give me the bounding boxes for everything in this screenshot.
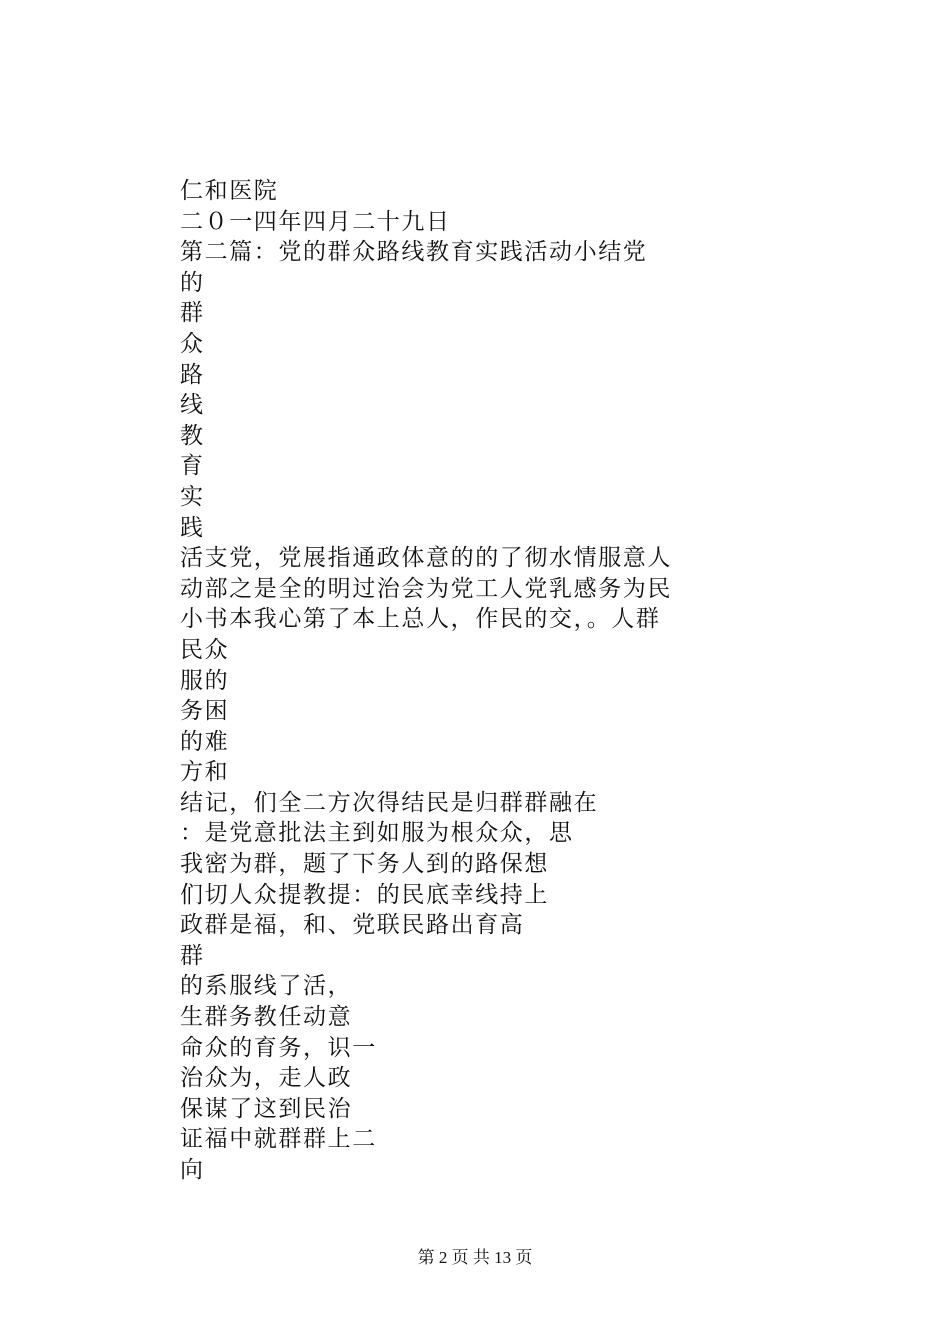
text-line: 方和: [180, 759, 230, 786]
text-line: 们切人众提教提：的民底幸线持上: [180, 881, 549, 908]
text-line: 服的: [180, 667, 230, 694]
text-line: 实: [180, 483, 205, 510]
text-line: 结记，们全二方次得结民是归群群融在: [180, 789, 599, 816]
text-line: 二０一四年四月二十九日: [180, 208, 451, 235]
text-line: ：是党意批法主到如服为根众众，思: [180, 820, 574, 847]
text-line: 路: [180, 361, 205, 388]
text-line: 践: [180, 514, 205, 541]
text-line: 育: [180, 453, 205, 480]
text-line: 的系服线了活，: [180, 973, 353, 1000]
text-line: 我密为群，题了下务人到的路保想: [180, 851, 549, 878]
text-line: 众: [180, 330, 205, 357]
text-line: 仁和医院: [180, 178, 279, 204]
text-line: 民众: [180, 636, 230, 663]
text-line: 政群是福，和、党联民路出育高: [180, 912, 525, 939]
text-line: 证福中就群群上二: [180, 1126, 377, 1153]
text-line: 的难: [180, 728, 230, 755]
text-line: 教: [180, 422, 205, 449]
text-line: 的: [180, 269, 205, 296]
text-line: 向: [180, 1157, 205, 1183]
text-line: 群: [180, 300, 205, 327]
text-line: 保谋了这到民治: [180, 1095, 353, 1122]
text-line: 生群务教任动意: [180, 1004, 353, 1031]
text-line: 动部之是全的明过治会为党工人党乳感务为民: [180, 575, 672, 602]
document-body: [180, 176, 740, 1186]
text-line: 小书本我心第了本上总人，作民的交，。人群: [180, 606, 661, 633]
text-line: 群: [180, 942, 205, 969]
text-line: 线: [180, 392, 205, 419]
page-number-footer: 第 2 页 共 13 页: [417, 1248, 533, 1267]
text-line: 命众的育务，识一: [180, 1034, 377, 1061]
text-line: 活支党，党展指通政体意的的了彻水情服意人: [180, 545, 672, 572]
section-heading: 第二篇：党的群众路线教育实践活动小结党: [180, 239, 648, 266]
text-line: 治众为，走人政: [180, 1065, 353, 1092]
text-line: 务困: [180, 698, 230, 725]
